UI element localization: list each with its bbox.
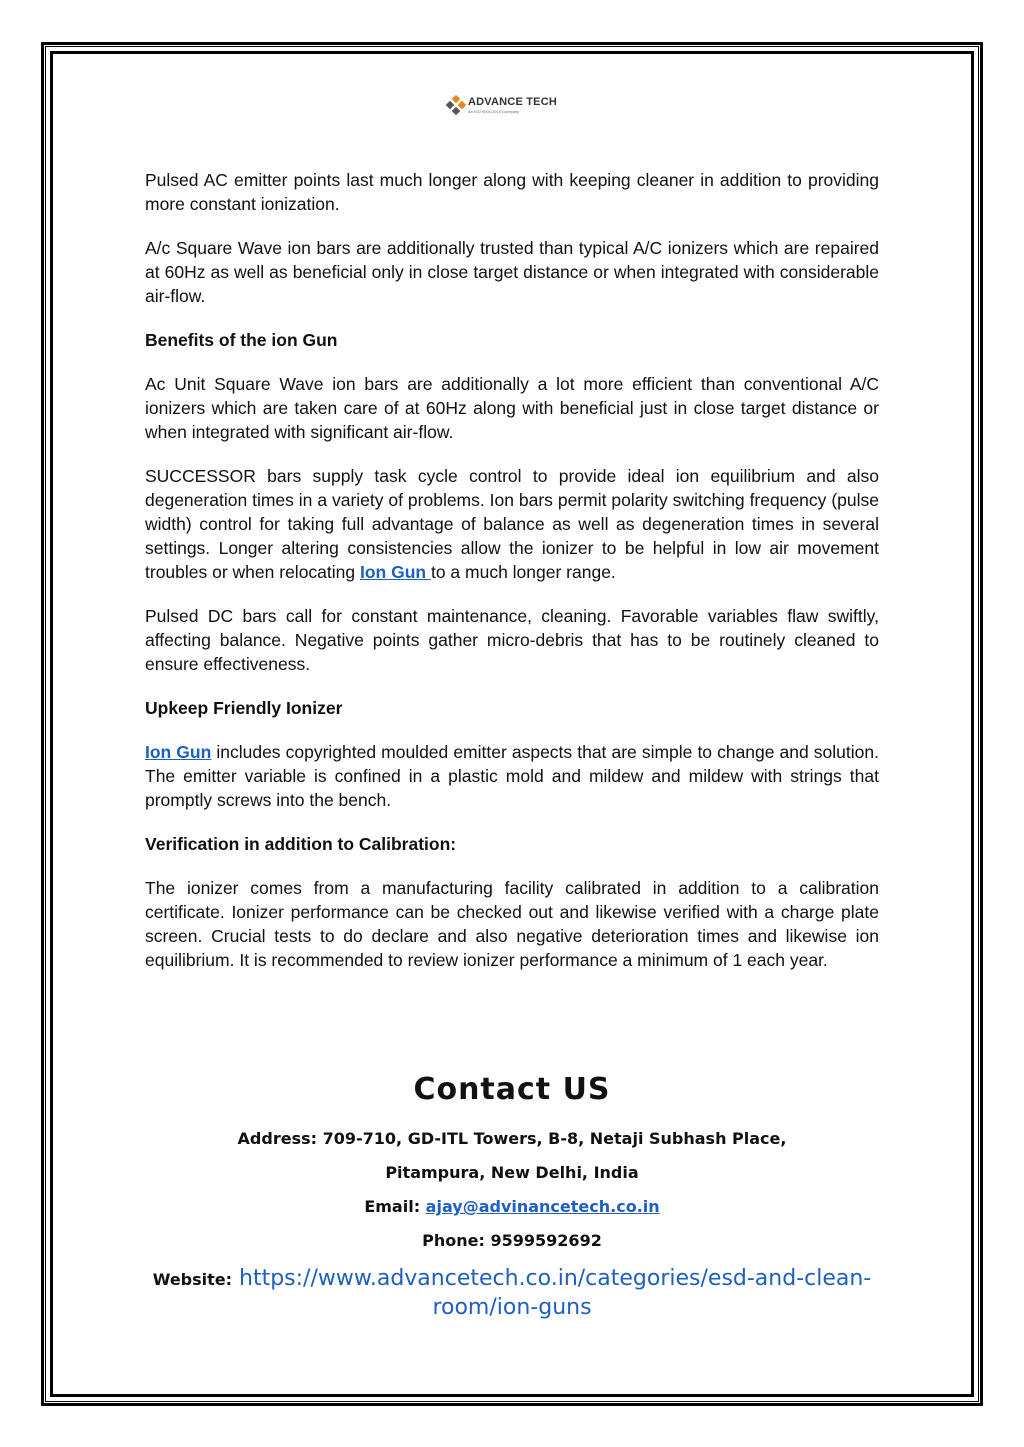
company-logo xyxy=(446,92,571,118)
paragraph-6-text: includes copyrighted moulded emitter aspects that are simple to change and solution. The emitter variable is confined in a plastic mold and mildew and mildew with strings that promptly screws into the bench. xyxy=(145,742,879,810)
email-line xyxy=(100,1197,924,1217)
paragraph-4-text: SUCCESSOR bars supply task cycle control to provide ideal ion equilibrium and also degeneration times in a variety of problems. Ion bars permit polarity switching frequency (pulse width) control for taking full advantage of balance as well as degeneration times in several settings. Longer altering consistencies allow the ionizer to be helpful in low air movement troubles or when relocating xyxy=(145,466,879,582)
heading-verification: Verification in addition to Calibration: xyxy=(145,834,457,854)
phone-value: 9599592692 xyxy=(490,1231,602,1250)
heading-benefits: Benefits of the ion Gun xyxy=(145,330,338,350)
paragraph-4-text-end: to a much longer range. xyxy=(430,562,616,582)
logo-tagline: An ISO 9001:2015 Company xyxy=(468,108,520,114)
logo-name: ADVANCE TECH xyxy=(468,95,557,108)
diamond-logo-icon xyxy=(446,95,466,115)
paragraph-6 xyxy=(145,740,879,812)
phone-line xyxy=(100,1231,924,1251)
ion-gun-link-1[interactable]: Ion Gun xyxy=(359,562,431,582)
website-label: Website: xyxy=(152,1270,233,1289)
contact-section xyxy=(100,1072,924,1336)
website-line xyxy=(100,1265,924,1322)
email-label: Email: xyxy=(364,1197,426,1216)
phone-label: Phone: xyxy=(422,1231,491,1250)
email-link[interactable]: ajay@advinancetech.co.in xyxy=(425,1197,660,1216)
address-label: Address: xyxy=(237,1129,318,1148)
address-line-2: Pitampura, New Delhi, India xyxy=(385,1163,639,1182)
address-line-1 xyxy=(100,1129,924,1149)
paragraph-3: Ac Unit Square Wave ion bars are additionally a lot more efficient than conventional A/C ionizers which are taken care of at 60Hz along with beneficial just in close target distance or when integrated with significant air-flow. xyxy=(145,374,879,442)
website-link[interactable]: https://www.advancetech.co.in/categories/esd-and-clean-room/ion-guns xyxy=(232,1266,872,1320)
paragraph-1: Pulsed AC emitter points last much longer along with keeping cleaner in addition to providing more constant ionization. xyxy=(145,170,879,214)
address-value-1: 709-710, GD-ITL Towers, B-8, Netaji Subhash Place, xyxy=(317,1129,787,1148)
paragraph-2: A/c Square Wave ion bars are additionally trusted than typical A/C ionizers which are repaired at 60Hz as well as beneficial only in close target distance or when integrated with considerable air-flow. xyxy=(145,238,879,306)
paragraph-4 xyxy=(145,464,879,584)
paragraph-7: The ionizer comes from a manufacturing facility calibrated in addition to a calibration certificate. Ionizer performance can be checked out and likewise verified with a charge plate screen. Crucial tests to do declare and also negative deterioration times and likewise ion equilibrium. It is recommended to review ionizer performance a minimum of 1 each year. xyxy=(145,878,879,970)
article-body xyxy=(145,168,879,992)
ion-gun-link-2[interactable]: Ion Gun xyxy=(145,742,212,762)
heading-upkeep: Upkeep Friendly Ionizer xyxy=(145,698,343,718)
contact-title: Contact US xyxy=(413,1072,611,1107)
paragraph-5: Pulsed DC bars call for constant maintenance, cleaning. Favorable variables flaw swiftly, affecting balance. Negative points gather micro-debris that has to be routinely cleaned to ensure effectiveness. xyxy=(145,606,879,674)
